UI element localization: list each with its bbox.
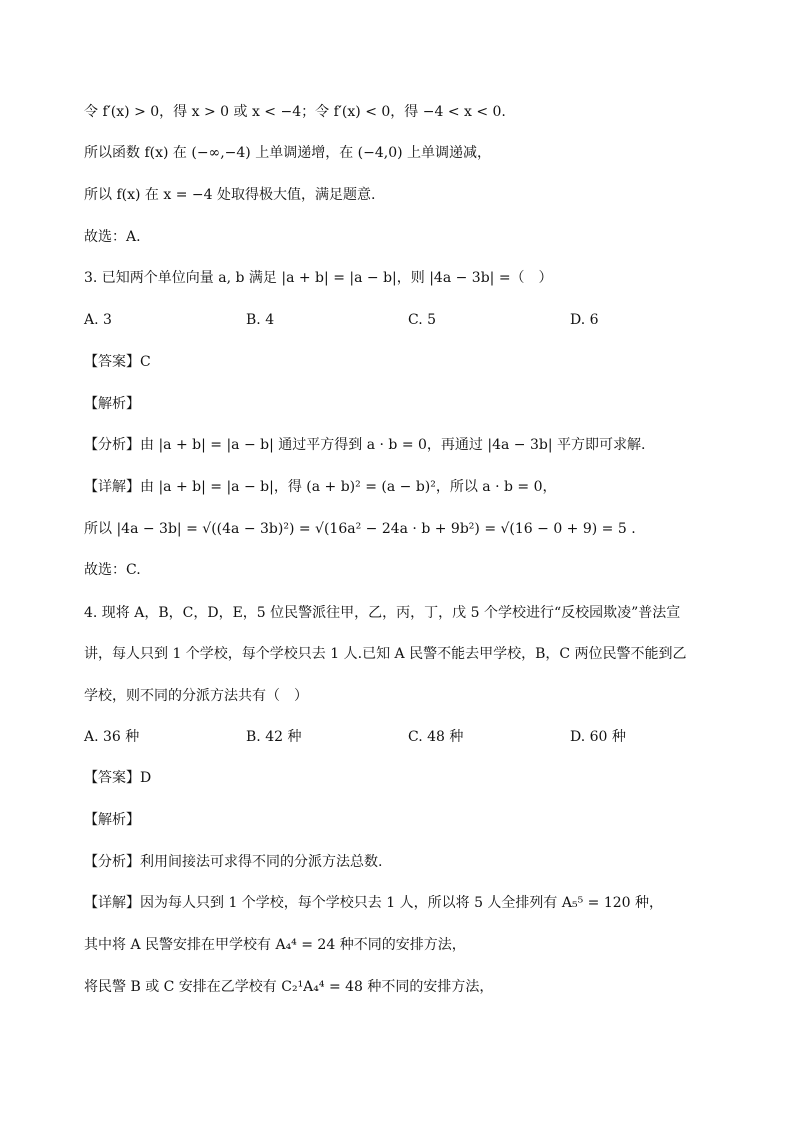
question-stem-line: 4. 现将 A，B，C，D，E，5 位民警派往甲，乙，丙，丁，戊 5 个学校进行“反校园欺凌”普法宣 <box>84 605 681 621</box>
option-c: C. 48 种 <box>408 729 464 745</box>
option-d: D. 6 <box>570 312 599 328</box>
option-b: B. 42 种 <box>246 729 302 745</box>
answer: 【答案】D <box>84 770 152 786</box>
option-d: D. 60 种 <box>570 729 626 745</box>
text-line: 令 f′(x) > 0，得 x > 0 或 x < −4；令 f′(x) < 0，得 −4 < x < 0. <box>84 104 506 120</box>
option-b: B. 4 <box>246 312 275 328</box>
question-stem: 3. 已知两个单位向量 a, b 满足 |a + b| = |a − b|，则 |4a − 3b| =（ ） <box>84 270 553 286</box>
question-stem-line: 讲，每人只到 1 个学校，每个学校只去 1 人.已知 A 民警不能去甲学校，B，C 两位民警不能到乙 <box>84 646 687 662</box>
text-line: 所以函数 f(x) 在 (−∞,−4) 上单调递增，在 (−4,0) 上单调递减， <box>84 145 492 161</box>
analysis-text: 【分析】利用间接法可求得不同的分派方法总数. <box>84 854 383 870</box>
option-a: A. 3 <box>84 312 112 328</box>
answer: 【答案】C <box>84 354 151 370</box>
analysis-heading: 【解析】 <box>84 396 140 412</box>
analysis-heading: 【解析】 <box>84 812 140 828</box>
calculation-text: 所以 |4a − 3b| = √((4a − 3b)²) = √(16a² − 24a · b + 9b²) = √(16 − 0 + 9) = 5 . <box>84 521 636 537</box>
text-line: 所以 f(x) 在 x = −4 处取得极大值，满足题意. <box>84 187 376 203</box>
text-line: 故选：A. <box>84 229 141 245</box>
choice-text: 故选：C. <box>84 562 141 578</box>
option-c: C. 5 <box>408 312 437 328</box>
option-a: A. 36 种 <box>84 729 140 745</box>
analysis-text: 【分析】由 |a + b| = |a − b| 通过平方得到 a · b = 0，再通过 |4a − 3b| 平方即可求解. <box>84 437 646 453</box>
detail-text: 【详解】由 |a + b| = |a − b|，得 (a + b)² = (a − b)²，所以 a · b = 0， <box>84 479 557 495</box>
detail-text: 将民警 B 或 C 安排在乙学校有 C₂¹A₄⁴ = 48 种不同的安排方法， <box>84 979 494 995</box>
detail-text: 其中将 A 民警安排在甲学校有 A₄⁴ = 24 种不同的安排方法， <box>84 937 466 953</box>
question-stem-line: 学校，则不同的分派方法共有（ ） <box>84 688 308 704</box>
detail-text: 【详解】因为每人只到 1 个学校，每个学校只去 1 人，所以将 5 人全排列有 A₅⁵ = 120 种， <box>84 895 664 911</box>
